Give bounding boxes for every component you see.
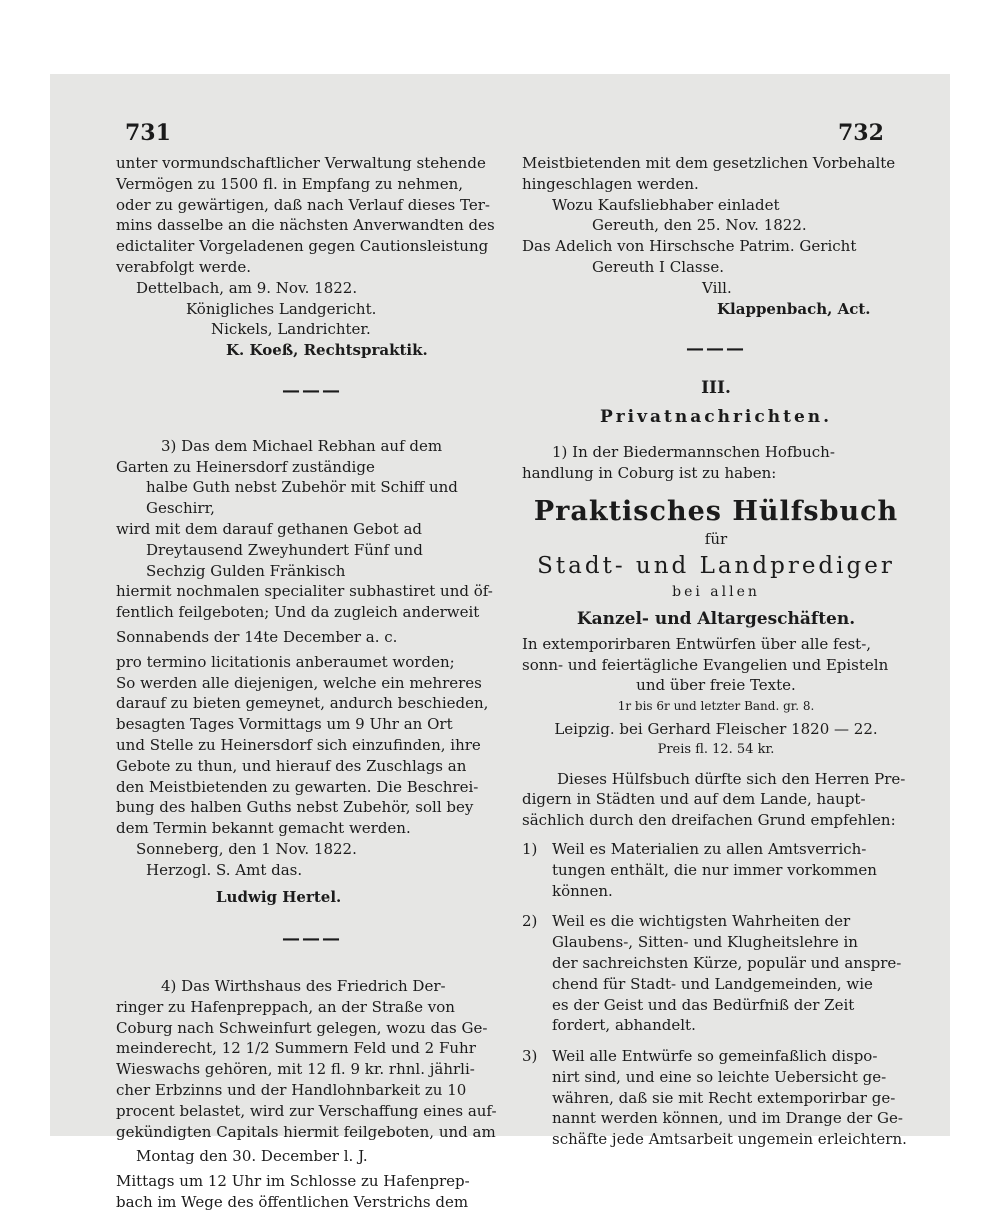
official-name: Vill. [702, 278, 732, 297]
page-number-left: 731 [125, 120, 171, 146]
court-class: Gereuth I Classe. [592, 257, 724, 276]
court-name: Das Adelich von Hirschsche Patrim. Gericht [522, 237, 857, 256]
text-line: wird mit dem darauf gethanen Gebot ad [116, 519, 423, 538]
text-line: Dieses Hülfsbuch dürfte sich den Herren Pre- [557, 769, 906, 788]
book-price: Preis fl. 12. 54 kr. [657, 741, 775, 757]
text-line: Sechzig Gulden Fränkisch [146, 561, 346, 580]
text-line: schäfte jede Amtsarbeit ungemein erleichtern. [552, 1130, 907, 1149]
text-line: unter vormundschaftlicher Verwaltung stehende [116, 154, 486, 172]
text-line: Garten zu Heinersdorf zuständige [116, 457, 375, 476]
reason-item [522, 839, 910, 901]
text-line: dem Termin bekannt gemacht werden. [116, 819, 411, 838]
text-line: oder zu gewärtigen, daß nach Verlauf dieses Ter- [116, 195, 490, 214]
auction-date: Montag den 30. December l. J. [136, 1147, 368, 1166]
reason-item [522, 911, 910, 1036]
text-line: meinderecht, 12 1/2 Summern Feld und 2 Fuhr [116, 1039, 476, 1058]
text-line: und über freie Texte. [636, 676, 796, 695]
book-title-scope: bei allen [672, 584, 760, 601]
notice-gereuth [522, 153, 910, 319]
judge-name: Nickels, Landrichter. [211, 320, 371, 339]
book-advertisement [522, 495, 910, 760]
text-line: handlung in Coburg ist zu haben: [522, 463, 777, 482]
text-line: den Meistbietenden zu gewarten. Die Beschrei- [116, 777, 479, 796]
text-line: gekündigten Capitals hiermit feilgeboten, und am [116, 1122, 496, 1141]
text-line: bung des halben Guths nebst Zubehör, soll bey [116, 798, 474, 817]
text-line: Glaubens-, Sitten- und Klugheitslehre in [552, 933, 858, 952]
court-name: Königliches Landgericht. [186, 299, 377, 318]
text-line: procent belastet, wird zur Verschaffung eines auf- [116, 1101, 497, 1120]
text-line: 4) Das Wirthshaus des Friedrich Der- [161, 977, 446, 996]
text-line: mins dasselbe an die nächsten Anverwandten des [116, 216, 495, 235]
page-number-right: 732 [838, 120, 884, 146]
clerk-name: K. Koeß, Rechtspraktik. [226, 341, 428, 360]
book-volumes: 1r bis 6r und letzter Band. gr. 8. [617, 699, 815, 714]
text-line: So werden alle diejenigen, welche ein mehreres [116, 673, 482, 692]
text-line: bach im Wege des öffentlichen Verstrichs dem [116, 1193, 469, 1212]
text-line: 3) Das dem Michael Rebhan auf dem [161, 436, 443, 455]
text-line: edictaliter Vorgeladenen gegen Cautionsleistung [116, 237, 489, 256]
book-title: Praktisches Hülfsbuch [533, 496, 899, 528]
text-line: der sachreichsten Kürze, populär und anspre- [552, 953, 902, 972]
section-title: Privatnachrichten. [599, 406, 833, 427]
text-line: darauf zu bieten gemeynet, andurch beschieden, [116, 694, 489, 713]
text-line: Mittags um 12 Uhr im Schlosse zu Hafenprep- [116, 1172, 470, 1191]
notice-rebhan [116, 436, 508, 908]
text-line: können. [552, 881, 613, 900]
notice-derringer [116, 976, 508, 1213]
text-line: tungen enthält, die nur immer vorkommen [552, 860, 877, 879]
separator: ——— [282, 379, 342, 401]
text-line: ringer zu Hafenpreppach, an der Straße von [116, 997, 455, 1016]
book-title-subject: Kanzel- und Altargeschäften. [576, 608, 856, 629]
book-publisher: Leipzig. bei Gerhard Fleischer 1820 — 22. [554, 719, 878, 738]
auction-date: Sonnabends der 14te December a. c. [116, 627, 398, 646]
text-line: hiermit nochmalen specialiter subhastiret und öf- [116, 582, 493, 601]
separator: ——— [282, 928, 342, 950]
text-line: digern in Städten und auf dem Lande, haupt- [522, 790, 866, 809]
section-number: III. [701, 378, 731, 399]
text-line: besagten Tages Vormittags um 9 Uhr an Ort [116, 715, 453, 734]
text-line: Vermögen zu 1500 fl. in Empfang zu nehmen, [116, 174, 464, 193]
text-line: Gebote zu thun, und hierauf des Zuschlags an [116, 756, 467, 775]
text-line: und Stelle zu Heinersdorf sich einzufinden, ihre [116, 735, 481, 754]
text-line: währen, daß sie mit Recht extemporirbar ge- [552, 1088, 896, 1107]
text-line: nannt werden können, und im Drange der Ge- [552, 1109, 903, 1128]
text-line: Coburg nach Schweinfurt gelegen, wozu das Ge- [116, 1018, 488, 1037]
reason-number: 1) [522, 839, 538, 858]
right-column [522, 153, 910, 1150]
text-line: Weil alle Entwürfe so gemeinfaßlich dispo- [552, 1047, 878, 1066]
reason-number: 2) [522, 912, 538, 931]
court-name: Herzogl. S. Amt das. [146, 860, 303, 879]
text-line: nirt sind, und eine so leichte Uebersicht ge- [552, 1067, 887, 1086]
text-line: pro termino licitationis anberaumet worden; [116, 652, 455, 671]
text-line: Wieswachs gehören, mit 12 fl. 9 kr. rhnl. jährli- [116, 1060, 475, 1079]
text-line: fentlich feilgeboten; Und da zugleich anderweit [116, 603, 480, 622]
text-line: verabfolgt werde. [116, 257, 251, 276]
text-line: Weil es Materialien zu allen Amtsverrich- [552, 839, 867, 858]
text-line: Dreytausend Zweyhundert Fünf und [146, 540, 423, 559]
actuary-name: Klappenbach, Act. [717, 299, 871, 318]
notice-guardianship [116, 153, 508, 361]
reason-item [522, 1046, 910, 1150]
text-line: halbe Guth nebst Zubehör mit Schiff und [146, 478, 458, 497]
place-date: Sonneberg, den 1 Nov. 1822. [136, 839, 357, 858]
text-line: In extemporirbaren Entwürfen über alle fest-, [522, 634, 872, 653]
left-column [116, 153, 508, 1213]
place-date: Dettelbach, am 9. Nov. 1822. [136, 278, 358, 297]
text-line: hingeschlagen werden. [522, 174, 699, 193]
text-line: es der Geist und das Bedürfniß der Zeit [552, 995, 855, 1014]
text-line: Weil es die wichtigsten Wahrheiten der [552, 912, 851, 931]
text-line: Geschirr, [146, 499, 215, 518]
separator: ——— [686, 338, 746, 360]
text-line: cher Erbzinns und der Handlohnbarkeit zu 10 [116, 1081, 467, 1100]
text-line: Wozu Kaufsliebhaber einladet [552, 195, 780, 214]
text-line: 1) In der Biedermannschen Hofbuch- [552, 442, 835, 461]
text-line: Meistbietenden mit dem gesetzlichen Vorbehalte [522, 154, 896, 172]
book-title-audience: Stadt- und Landprediger [537, 553, 895, 580]
book-description [522, 769, 910, 831]
text-line: sächlich durch den dreifachen Grund empfehlen: [522, 811, 896, 830]
text-line: sonn- und feiertägliche Evangelien und Episteln [522, 655, 889, 674]
book-title-for: für [704, 530, 728, 549]
reason-number: 3) [522, 1047, 538, 1066]
place-date: Gereuth, den 25. Nov. 1822. [592, 216, 807, 235]
text-line: chend für Stadt- und Landgemeinden, wie [552, 974, 873, 993]
official-name: Ludwig Hertel. [216, 887, 342, 906]
text-line: fordert, abhandelt. [552, 1016, 696, 1035]
